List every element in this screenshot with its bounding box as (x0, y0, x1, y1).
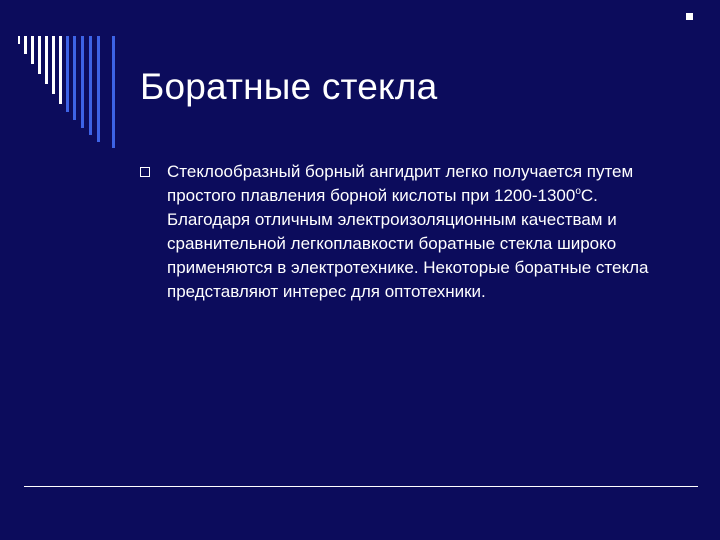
bullet-item (140, 160, 680, 304)
bottom-divider (24, 486, 698, 487)
stripes-decoration (0, 0, 140, 160)
bullet-text (167, 160, 680, 304)
bullet-text-part2: С. Благодаря отличным электроизоляционным качествам и сравнительной легкоплавкости боратные стекла широко применяются в электротехнике. Некоторые боратные стекла представляют интерес для оптотехники. (167, 186, 649, 301)
square-bullet-icon (140, 167, 150, 177)
degree-superscript: о (575, 186, 581, 197)
bullet-text-part1: Стеклообразный борный ангидрит легко получается путем простого плавления борной кислоты при 1200-1300 (167, 162, 634, 205)
slide-title: Боратные стекла (140, 66, 438, 107)
corner-square-decoration (686, 13, 693, 20)
